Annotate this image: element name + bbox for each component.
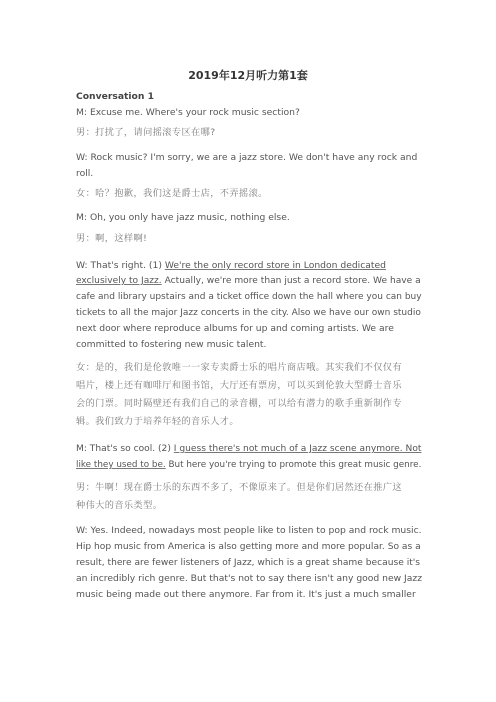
dialogue-line: next door where reproduce albums for up and coming artists. We are bbox=[76, 323, 394, 334]
line-text: Actually, we're more than just a record store. We have a bbox=[161, 276, 421, 286]
translation-line: 女：哈？抱歉，我们这是爵士店，不弄摇滚。 bbox=[76, 188, 268, 199]
dialogue-line: W: Yes. Indeed, nowadays most people like to listen to pop and rock music. bbox=[76, 525, 422, 536]
dialogue-line bbox=[76, 459, 421, 471]
dialogue-line: Hip hop music from America is also getting more and more popular. So as a bbox=[76, 542, 421, 552]
highlighted-answer: I guess there's not much of a Jazz scene anymore. Not bbox=[173, 444, 422, 454]
dialogue-line: committed to fostering new music talent. bbox=[76, 339, 267, 350]
highlighted-answer: We're the only record store in London dedicated bbox=[164, 260, 387, 271]
dialogue-line bbox=[76, 443, 421, 455]
translation-line: 种伟大的音乐类型。 bbox=[76, 500, 163, 511]
dialogue-line bbox=[76, 275, 421, 287]
dialogue-line bbox=[76, 260, 421, 272]
translation-line: 男：打扰了，请问摇滚专区在哪? bbox=[76, 127, 216, 138]
highlighted-answer: exclusively to Jazz. bbox=[76, 276, 162, 286]
dialogue-line: W: Rock music? I'm sorry, we are a jazz store. We don't have any rock and bbox=[76, 152, 418, 163]
highlighted-answer: like they used to be. bbox=[76, 460, 166, 470]
section-heading: Conversation 1 bbox=[76, 91, 154, 102]
dialogue-line: an incredibly rich genre. But that's not to say there isn't any good new Jazz bbox=[76, 573, 423, 584]
document-title: 2019年12月听力第1套 bbox=[188, 69, 308, 82]
dialogue-line: music being made out there anymore. Far from it. It's just a much smaller bbox=[76, 589, 416, 600]
dialogue-line: result, there are fewer listeners of Jazz, which is a great shame because it's bbox=[76, 558, 421, 568]
dialogue-line: M: Excuse me. Where's your rock music section? bbox=[76, 107, 300, 118]
line-text: But here you're trying to promote this great music genre. bbox=[165, 460, 422, 470]
translation-line: 男：牛啊！现在爵士乐的东西不多了，不像原来了。但是你们居然还在推广这 bbox=[76, 482, 402, 493]
line-text: W: That's right. (1) bbox=[76, 260, 165, 271]
line-text: M: That's so cool. (2) bbox=[76, 444, 174, 454]
dialogue-line: M: Oh, you only have jazz music, nothing else. bbox=[76, 212, 290, 223]
translation-line: 女：是的，我们是伦敦唯一一家专卖爵士乐的唱片商店哦。其实我们不仅仅有 bbox=[76, 362, 402, 373]
translation-line: 唱片，楼上还有咖啡厅和图书馆，大厅还有票房，可以买到伦敦大型爵士音乐 bbox=[76, 380, 402, 391]
translation-line: 辑。我们致力于培养年轻的音乐人才。 bbox=[76, 416, 239, 427]
dialogue-line: roll. bbox=[76, 168, 94, 179]
translation-line: 会的门票。同时隔壁还有我们自己的录音棚，可以给有潜力的歌手重新制作专 bbox=[76, 398, 402, 409]
translation-line: 男：啊，这样啊! bbox=[76, 233, 148, 244]
dialogue-line: cafe and library upstairs and a ticket office down the hall where you can buy bbox=[76, 292, 422, 302]
dialogue-line: tickets to all the major Jazz concerts in the city. Also we have our own studio bbox=[76, 308, 421, 318]
